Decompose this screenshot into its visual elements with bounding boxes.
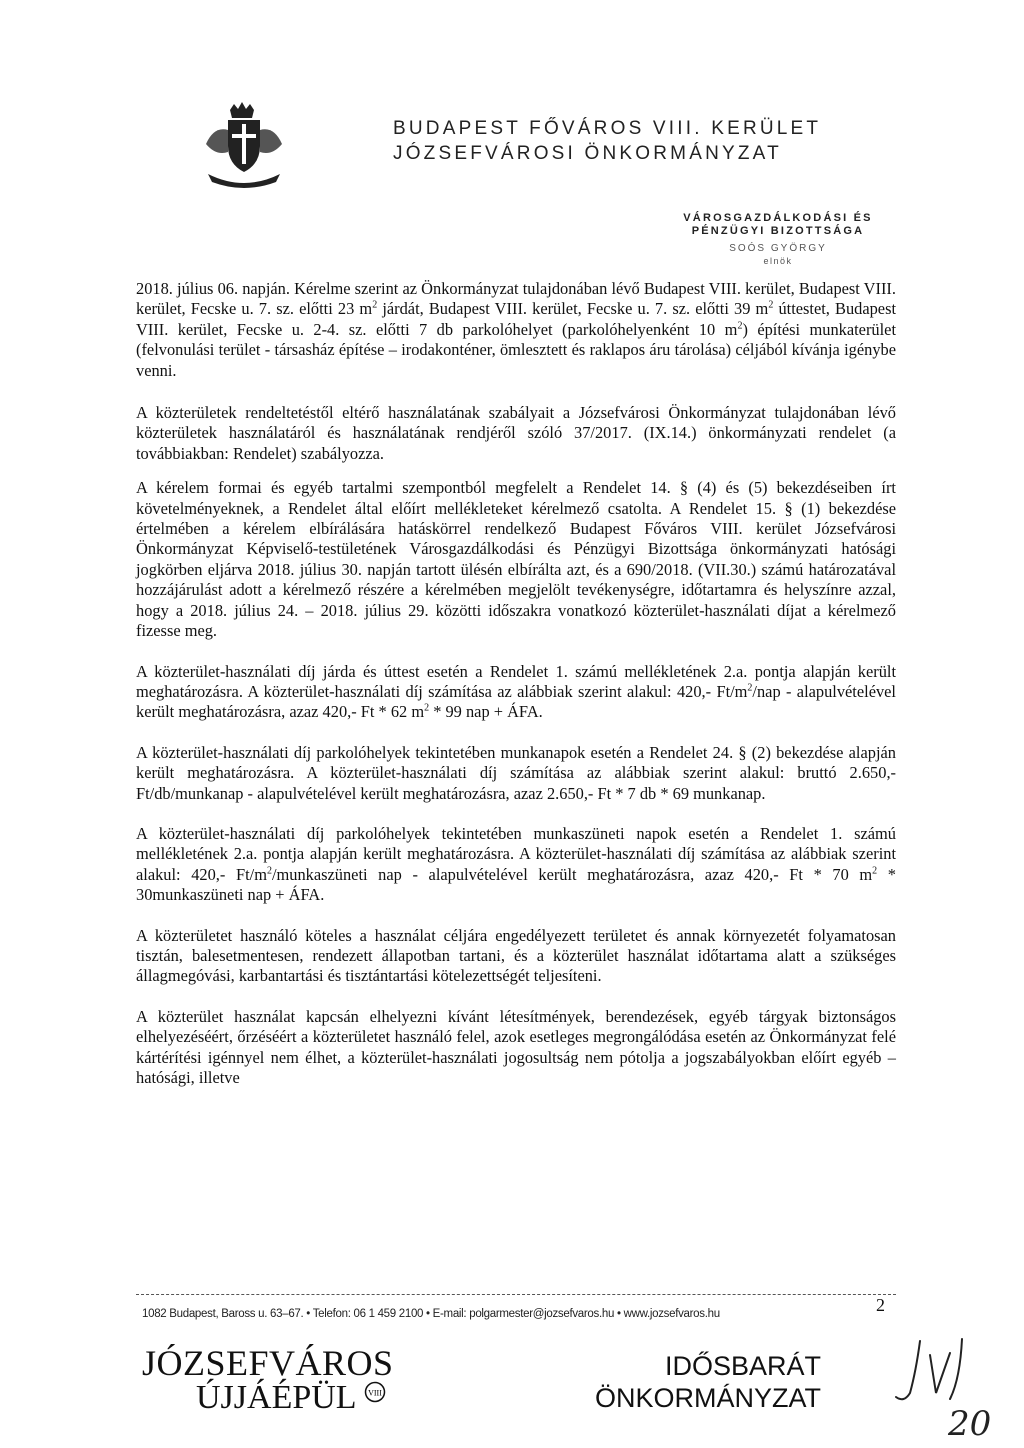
paragraph-decision: A kérelem formai és egyéb tartalmi szempontból megfelelt a Rendelet 14. § (4) és (5) bekezdéseiben írt követelményeknek, a Rendelet által előírt mellékleteket kérelmező csatolta. A Rendelet 15. § (1) bekezdése értelmében a kérelem elbírálására hatáskörrel rendelkező Budapest Főváros VIII. kerület Józsefvárosi Önkormányzat Képviselő-testületének Városgazdálkodási és Pénzügyi Bizottsága önkormányzati hatósági jogkörben eljárva 2018. július 30. napján tartott ülésén elbírálta azt, és a 690/2018. (VII.30.) számú határozatával hozzájárulást adott a kérelmező részére a kérelmében megjelölt tevékenységre, időtartamra és helyszínre azzal, hogy a 2018. július 24. – 2018. július 29. közötti időszakra vonatkozó közterület-használati díjat a kérelmező fizesse meg. <box>136 478 896 641</box>
jozsefvaros-ujjaepul-logo <box>142 1345 394 1415</box>
committee-line-1: VÁROSGAZDÁLKODÁSI ÉS <box>683 212 873 224</box>
committee-block <box>683 212 872 267</box>
document-body <box>136 279 896 1088</box>
svg-text:VIII: VIII <box>367 1388 382 1398</box>
logo-left-line-1: JÓZSEFVÁROS <box>142 1343 394 1383</box>
organization-name <box>393 116 821 166</box>
logo-right-line-1: IDŐSBARÁT <box>664 1351 822 1381</box>
paragraph-fee-workdays: A közterület-használati díj parkolóhelyek tekintetében munkanapok esetén a Rendelet 24. § (2) bekezdése alapján került meghatározásra. A közterület-használati díj számítása az alábbiak szerint alakul: bruttó 2.650,- Ft/db/munkanap - alapulvételével került meghatározásra, azaz 2.650,- Ft * 7 db * 69 munkanap. <box>136 742 896 803</box>
coat-of-arms-icon <box>196 100 292 196</box>
handwritten-signature-icon <box>870 1335 1010 1443</box>
idosbarat-logo <box>595 1350 821 1414</box>
paragraph-liability: A közterület használat kapcsán elhelyezni kívánt létesítmények, berendezések, egyéb tárgyak biztonságos elhelyezéséért, őrzéséért a közterületet használó felel, azok esetleges megrongálódása esetén az Önkormányzat felé kártérítési igénnyel nem élhet, a közterület-használati jogosultság nem pótolja a jogszabályokban előírt egyéb – hatósági, illetve <box>136 1006 896 1087</box>
paragraph-fee-road: A közterület-használati díj járda és úttest esetén a Rendelet 1. számú mellékletének 2.a. pontja alapján került meghatározásra. A közterület-használati díj számítása az alábbiak szerint alakul: 420,- $Ft/m^2$/nap - alapulvételével került meghatározásra, azaz 420,- Ft * 62 $m^2 * 99$ nap + ÁFA. <box>136 661 896 722</box>
chair-name: SOÓS GYÖRGY <box>729 243 827 254</box>
page-number: 2 <box>876 1295 885 1315</box>
org-line-2: JÓZSEFVÁROSI ÖNKORMÁNYZAT <box>393 143 782 164</box>
paragraph-regulation: A közterületek rendeltetéstől eltérő használatának szabályait a Józsefvárosi Önkormányzat tulajdonában lévő közterületek használatáról és használatának rendjéről szóló 37/2017. (IX.14.) önkormányzati rendelet (a továbbiakban: Rendelet) szabályozza. <box>136 403 896 463</box>
handwritten-number: 20 <box>948 1404 992 1443</box>
logo-left-line-2: ÚJJÁÉPÜL VIII <box>196 1381 394 1415</box>
paragraph-request: 2018. július 06. napján. Kérelme szerint az Önkormányzat tulajdonában lévő Budapest VIII. kerület, Budapest VIII. kerület, Fecske u. 7. sz. előtti 23 $m^2$ járdát, Budapest VIII. kerület, Fecske u. 7. sz. előtti 39 $m^2$ úttestet, Budapest VIII. kerület, Fecske u. 2-4. sz. előtti 7 db parkolóhelyet (parkolóhelyenként 10 $m^2$) építési munkaterület (felvonulási terület - társasház építése – irodakonténer, ömlesztett és raklapos áru tárolása) céljából kívánja igénybe venni. <box>136 279 897 380</box>
footer-address: 1082 Budapest, Baross u. 63–67. • Telefon: 06 1 459 2100 • E-mail: polgarmester@jozsefvaros.hu • www.jozsefvaros.hu <box>142 1308 720 1320</box>
district-badge-icon <box>364 1381 386 1403</box>
chair-role: elnök <box>763 256 793 266</box>
org-line-1: BUDAPEST FŐVÁROS VIII. KERÜLET <box>393 118 822 139</box>
committee-line-2: PÉNZÜGYI BIZOTTSÁGA <box>691 225 865 237</box>
footer-divider <box>136 1294 896 1295</box>
logo-right-line-2: ÖNKORMÁNYZAT <box>595 1383 822 1413</box>
paragraph-fee-holidays: A közterület-használati díj parkolóhelyek tekintetében munkaszüneti napok esetén a Rendelet 1. számú mellékletének 2.a. pontja alapján került meghatározásra. A közterület-használati díj számítása az alábbiak szerint alakul: 420,- $Ft/m^2$/munkaszüneti nap - alapulvételével került meghatározásra, azaz 420,- Ft * 70 $m^2$ * 30munkaszüneti nap + ÁFA. <box>136 823 896 905</box>
paragraph-obligations: A közterületet használó köteles a használat céljára engedélyezett területet és annak környezetét folyamatosan tisztán, balesetmentesen, rendezett állapotban tartani, és a közterület használat időtartama alatt a szükséges állagmegóvási, karbantartási és tisztántartási kötelezettségét teljesíteni. <box>136 925 896 986</box>
